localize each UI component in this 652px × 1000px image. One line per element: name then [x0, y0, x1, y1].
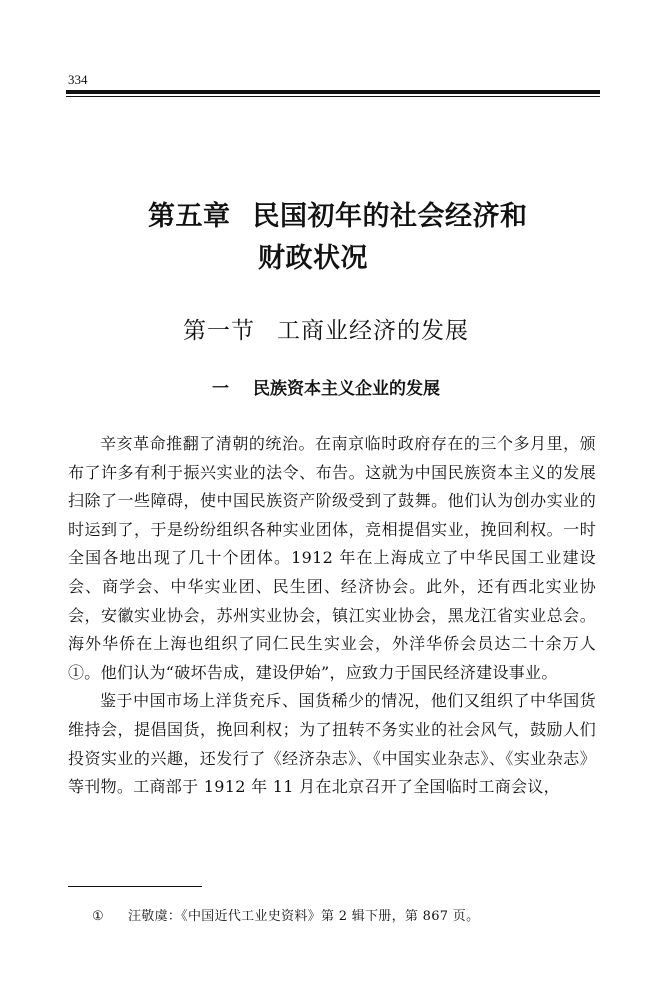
chapter-title [148, 196, 588, 280]
section-number: 第一节 [183, 318, 255, 344]
footnote [92, 905, 479, 924]
subsection-number: 一 [212, 379, 229, 399]
section-title-text: 工商业经济的发展 [277, 318, 469, 344]
footnote-rule [68, 886, 202, 887]
subsection-title-text: 民族资本主义企业的发展 [253, 379, 440, 399]
paragraph: 辛亥革命推翻了清朝的统治。在南京临时政府存在的三个多月里，颁布了许多有利于振兴实业的法令、布告。这就为中国民族资本主义的发展扫除了一些障碍，使中国民族资产阶级受到了鼓舞。他们认为创办实业的时运到了，于是纷纷组织各种实业团体，竞相提倡实业，挽回利权。一时全国各地出现了几十个团体。1912 年在上海成立了中华民国工业建设会、商学会、中华实业团、民生团、经济协会。此外，还有西北实业协会，安徽实业协会，苏州实业协会，镇江实业协会，黑龙江省实业总会。海外华侨在上海也组织了同仁民生实业会，外洋华侨会员达二十余万人①。他们认为“破坏告成，建设伊始”，应致力于国民经济建设事业。 [68, 434, 596, 682]
header-rule-thick [66, 90, 600, 94]
subsection-title [0, 374, 652, 399]
footnote-mark: ① [92, 909, 104, 924]
header-rule-thin [66, 96, 600, 97]
footnote-text: 汪敬虞：《中国近代工业史资料》第 2 辑下册，第 867 页。 [127, 909, 480, 924]
body-text [68, 430, 596, 802]
chapter-title-line2: 财政状况 [258, 243, 368, 274]
section-title [0, 312, 652, 345]
chapter-title-line1: 民国初年的社会经济和 [252, 201, 528, 232]
chapter-number: 第五章 [148, 201, 231, 232]
paragraph: 鉴于中国市场上洋货充斥、国货稀少的情况，他们又组织了中华国货维持会，提倡国货，挽回利权；为了扭转不务实业的社会风气，鼓励人们投资实业的兴趣，还发行了《经济杂志》、《中国实业杂志》、《实业杂志》等刊物。工商部于 1912 年 11 月在北京召开了全国临时工商会议， [68, 691, 596, 797]
page-number: 334 [68, 72, 88, 87]
